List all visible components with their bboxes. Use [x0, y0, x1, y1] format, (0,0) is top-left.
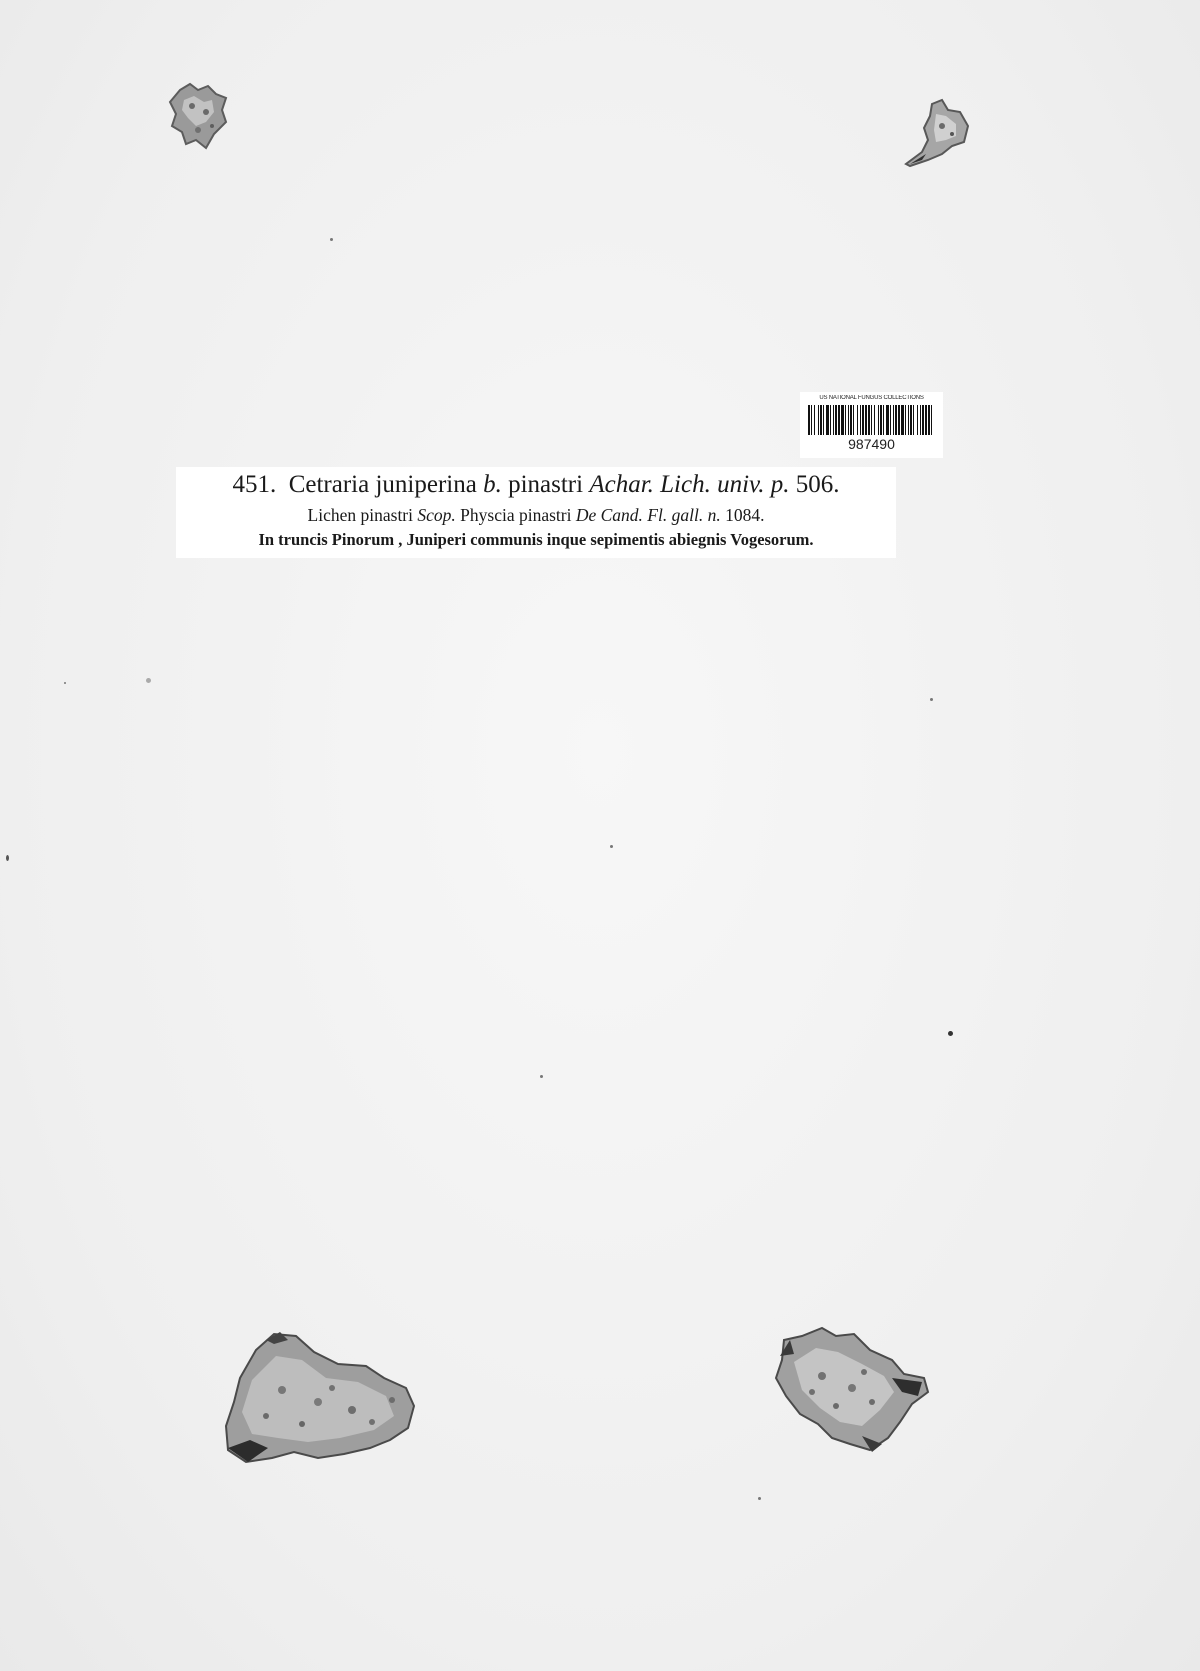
barcode [808, 405, 933, 435]
barcode-bar [880, 405, 882, 435]
barcode-bar [848, 405, 849, 435]
barcode-bar [905, 405, 906, 435]
barcode-bar [898, 405, 900, 435]
taxon-name: Cetraria juniperina [288, 471, 477, 498]
barcode-bar [853, 405, 854, 435]
barcode-bar [925, 405, 927, 435]
barcode-bar [920, 405, 921, 435]
barcode-bar [871, 405, 872, 435]
barcode-bar [913, 405, 914, 435]
exsiccata-number: 451. [232, 471, 277, 498]
barcode-bar [833, 405, 834, 435]
speck [930, 698, 933, 701]
label-line-synonyms [176, 505, 896, 526]
barcode-bar [910, 405, 912, 435]
barcode-bar [886, 405, 889, 435]
barcode-bar [814, 405, 815, 435]
taxon-authority: Achar. Lich. univ. p. [589, 471, 790, 498]
barcode-bar [826, 405, 829, 435]
speck [330, 238, 333, 241]
barcode-bar [808, 405, 810, 435]
synonym: Physcia pinastri [460, 505, 572, 525]
speck [64, 682, 66, 684]
barcode-label [800, 392, 943, 458]
speck [758, 1497, 761, 1500]
barcode-bar [862, 405, 864, 435]
barcode-organization: US NATIONAL FUNGUS COLLECTIONS [819, 395, 924, 401]
barcode-bar [868, 405, 870, 435]
barcode-bar [850, 405, 852, 435]
speck [948, 1031, 953, 1036]
barcode-bar [908, 405, 909, 435]
basionym-author: Scop. [417, 505, 456, 525]
speck [540, 1075, 543, 1078]
barcode-bar [818, 405, 819, 435]
barcode-bar [931, 405, 932, 435]
barcode-bar [883, 405, 884, 435]
barcode-bar [922, 405, 924, 435]
barcode-bar [857, 405, 858, 435]
speck [6, 855, 9, 861]
label-line-habitat: In truncis Pinorum , Juniperi communis inque sepimentis abiegnis Vogesorum. [258, 530, 814, 549]
barcode-bar [865, 405, 867, 435]
speck [610, 845, 613, 848]
variety-marker: b. [483, 471, 502, 498]
barcode-bar [830, 405, 831, 435]
barcode-bar [811, 405, 812, 435]
barcode-bar [860, 405, 861, 435]
barcode-bar [823, 405, 824, 435]
barcode-bar [893, 405, 894, 435]
variety-name: pinastri [508, 471, 584, 498]
barcode-bar [845, 405, 846, 435]
barcode-bar [901, 405, 904, 435]
barcode-number: 987490 [848, 436, 895, 452]
barcode-bar [838, 405, 840, 435]
specimen-fragment-top-right [902, 98, 974, 168]
synonym-number: 1084. [725, 505, 765, 525]
specimen-fragment-bottom-left [222, 1330, 416, 1464]
authority-page: 506. [795, 471, 840, 498]
synonym-reference: De Cand. Fl. gall. n. [575, 505, 721, 525]
label-line-title [176, 471, 896, 499]
barcode-bar [895, 405, 897, 435]
barcode-bar [878, 405, 879, 435]
basionym: Lichen pinastri [307, 505, 413, 525]
specimen-fragment-top-left [168, 82, 230, 152]
barcode-bar [917, 405, 918, 435]
specimen-fragment-bottom-right [772, 1326, 930, 1454]
barcode-bar [820, 405, 822, 435]
barcode-bar [928, 405, 930, 435]
barcode-bar [874, 405, 875, 435]
speck [146, 678, 151, 683]
barcode-bar [841, 405, 844, 435]
barcode-bar [890, 405, 891, 435]
specimen-label [176, 467, 896, 558]
barcode-bar [835, 405, 837, 435]
